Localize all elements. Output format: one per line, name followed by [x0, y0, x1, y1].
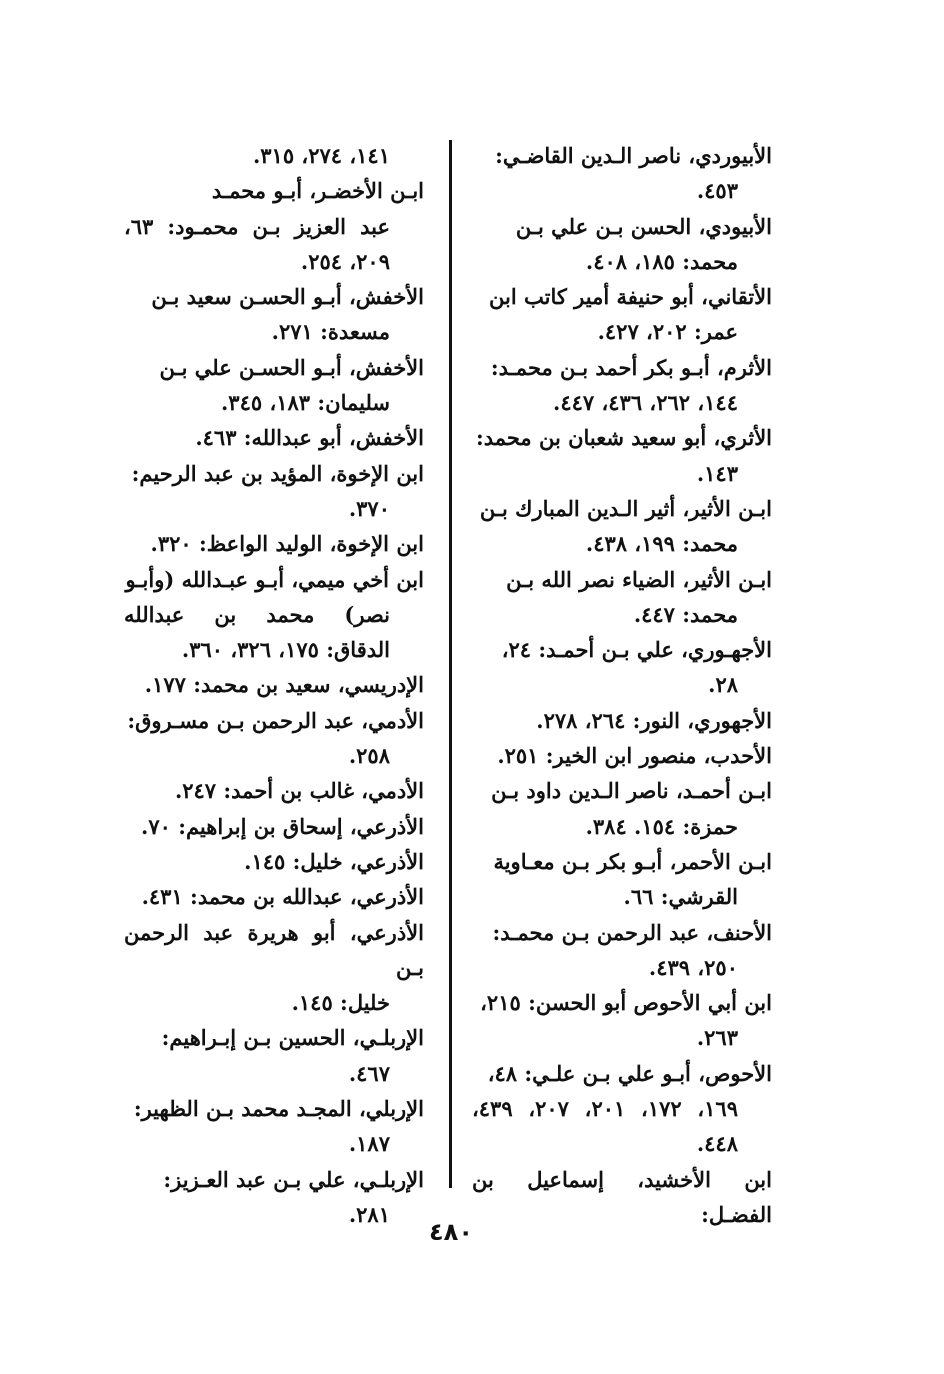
entry-continuation: ٤٥٣. [696, 178, 738, 204]
entry-continuation: محمد: ١٩٩، ٤٣٨. [585, 531, 738, 557]
index-entry [472, 844, 772, 915]
entry-heading: ابـن الأحمر، أبـو بكر بـن معـاوية [493, 848, 772, 874]
index-entry [472, 279, 772, 350]
entry-continuation: ٢٨. [708, 672, 738, 698]
index-entry [124, 773, 424, 808]
entry-heading: ابـن الأثير، الضياء نصر الله بـن [506, 566, 772, 592]
entry-heading: الأتقاني، أبو حنيفة أمير كاتب ابن [489, 284, 772, 310]
index-entry [124, 915, 424, 1021]
entry-continuation: ١٦٩، ١٧٢، ٢٠١، ٢٠٧، ٤٣٩، ٤٤٨. [472, 1096, 738, 1157]
entry-heading: الأذرعي، إسحاق بن إبراهيم: ٧٠. [141, 813, 424, 839]
entry-continuation: خليل: ١٤٥. [291, 990, 390, 1016]
index-entry [472, 915, 772, 986]
index-entry [472, 491, 772, 562]
index-entry [124, 350, 424, 421]
entry-continuation: ١٨٧. [348, 1131, 390, 1157]
index-entry [124, 562, 424, 668]
entry-continuation: ٢٨١. [348, 1201, 390, 1227]
index-entry [124, 279, 424, 350]
entry-heading: ابـن الأثير، أثير الـدين المبارك بـن [479, 495, 772, 521]
right-index-column [472, 138, 772, 1232]
entry-heading: الإدريسي، سعيد بن محمد: ١٧٧. [144, 672, 424, 698]
entry-heading: الأجهـوري، علي بـن أحمـد: ٢٤، [501, 637, 772, 663]
entry-continuation: ١٤١، ٢٧٤، ٣١٥. [252, 143, 390, 168]
entry-continuation: محمد: ٤٤٧. [633, 601, 738, 627]
index-entry [472, 703, 772, 738]
entry-heading: الأخفش، أبـو الحسـن سعيد بـن [151, 284, 424, 310]
entry-heading: ابن الأخشيد، إسماعيل بن الفضـل: [472, 1166, 772, 1227]
entry-continuation: عبد العزيز بـن محمـود: ٦٣، ٢٠٩، ٢٥٤. [124, 213, 390, 274]
entry-heading: الإربلـي، الحسين بـن إبـراهيم: [161, 1025, 424, 1051]
index-entry [472, 985, 772, 1056]
entry-heading: الإربلـي، علي بـن عبد العـزيز: [163, 1166, 424, 1192]
entry-heading: الأحنف، عبد الرحمن بـن محمـد: [492, 919, 772, 945]
entry-continuation: مسعدة: ٢٧١. [271, 319, 390, 345]
entry-continuation: نصر) محمد بن عبدالله الدقاق: ١٧٥، ٣٢٦، ٣٦٠. [124, 601, 390, 663]
entry-continuation: ٢٦٣. [696, 1025, 738, 1051]
entry-heading: الأبيودي، الحسن بـن علي بـن [515, 213, 772, 239]
index-entry [124, 703, 424, 774]
index-entry [124, 1020, 424, 1091]
entry-heading: الأدمي، عبد الرحمن بـن مسـروق: [127, 707, 424, 733]
entry-continuation: محمد: ١٨٥، ٤٠٨. [585, 248, 738, 274]
index-entry [124, 526, 424, 561]
entry-heading: ابن أخي ميمي، أبـو عبـدالله (وأبـو [125, 566, 424, 592]
index-entry [472, 138, 772, 209]
entry-heading: الأحدب، منصور ابن الخير: ٢٥١. [497, 743, 772, 769]
entry-continuation: حمزة: ١٥٤. ٣٨٤. [585, 813, 738, 839]
index-entry [124, 844, 424, 879]
index-entry [472, 350, 772, 421]
index-entry [472, 1056, 772, 1162]
left-index-column [124, 138, 424, 1232]
index-entry [472, 420, 772, 491]
entry-heading: ابـن أحمـد، ناصر الـدين داود بـن [491, 778, 772, 804]
page-number: ٤٨٠ [429, 1218, 473, 1246]
entry-heading: الأخفش، أبو عبدالله: ٤٦٣. [195, 425, 424, 451]
entry-continuation: ٣٧٠. [348, 495, 390, 521]
entry-continuation: ٢٥٨. [348, 743, 390, 769]
entry-continuation: ١٤٣. [696, 460, 738, 486]
index-entry [124, 420, 424, 455]
index-entry [472, 209, 772, 280]
index-entry [472, 632, 772, 703]
column-divider [449, 140, 452, 1188]
index-entry [124, 173, 424, 279]
index-entry [124, 667, 424, 702]
index-entry [472, 738, 772, 773]
entry-heading: الأدمي، غالب بن أحمد: ٢٤٧. [174, 778, 424, 804]
entry-heading: الأخفش، أبـو الحسـن علي بـن [159, 354, 424, 380]
entry-continuation: ١٤٤، ٢٦٢، ٤٣٦، ٤٤٧. [553, 390, 738, 416]
index-entry [124, 138, 424, 173]
entry-continuation: ٤٦٧. [348, 1060, 390, 1086]
entry-heading: الأجهوري، النور: ٢٦٤، ٢٧٨. [536, 707, 772, 733]
entry-heading: ابن الإخوة، الوليد الواعظ: ٣٢٠. [150, 531, 424, 557]
entry-continuation: ٢٥٠، ٤٣٩. [648, 954, 738, 980]
entry-heading: الأحوص، أبـو علي بـن علـي: ٤٨، [487, 1060, 772, 1086]
entry-heading: الأثري، أبو سعيد شعبان بن محمد: [475, 425, 772, 451]
entry-continuation: القرشي: ٦٦. [623, 884, 738, 910]
entry-heading: الإربلي، المجـد محمد بـن الظهير: [133, 1096, 424, 1122]
index-entry [472, 773, 772, 844]
index-entry [124, 1091, 424, 1162]
entry-heading: ابـن الأخضـر، أبـو محمـد [211, 178, 424, 204]
entry-heading: الأبيوردي، ناصر الـدين القاضـي: [495, 143, 772, 168]
entry-heading: الأذرعي، أبو هريرة عبد الرحمن بـن [124, 919, 424, 980]
entry-continuation: سليمان: ١٨٣، ٣٤٥. [220, 390, 390, 416]
index-entry [124, 809, 424, 844]
entry-heading: الأذرعي، خليل: ١٤٥. [244, 848, 424, 874]
entry-continuation: عمر: ٢٠٢، ٤٢٧. [597, 319, 738, 345]
entry-heading: ابن أبي الأحوص أبو الحسن: ٢١٥، [480, 990, 772, 1016]
entry-heading: الأثرم، أبـو بكر أحمد بـن محمـد: [490, 354, 772, 380]
index-entry [124, 879, 424, 914]
entry-heading: الأذرعي، عبدالله بن محمد: ٤٣١. [141, 884, 424, 910]
index-entry [124, 456, 424, 527]
entry-heading: ابن الإخوة، المؤيد بن عبد الرحيم: [131, 460, 424, 486]
index-entry [472, 562, 772, 633]
